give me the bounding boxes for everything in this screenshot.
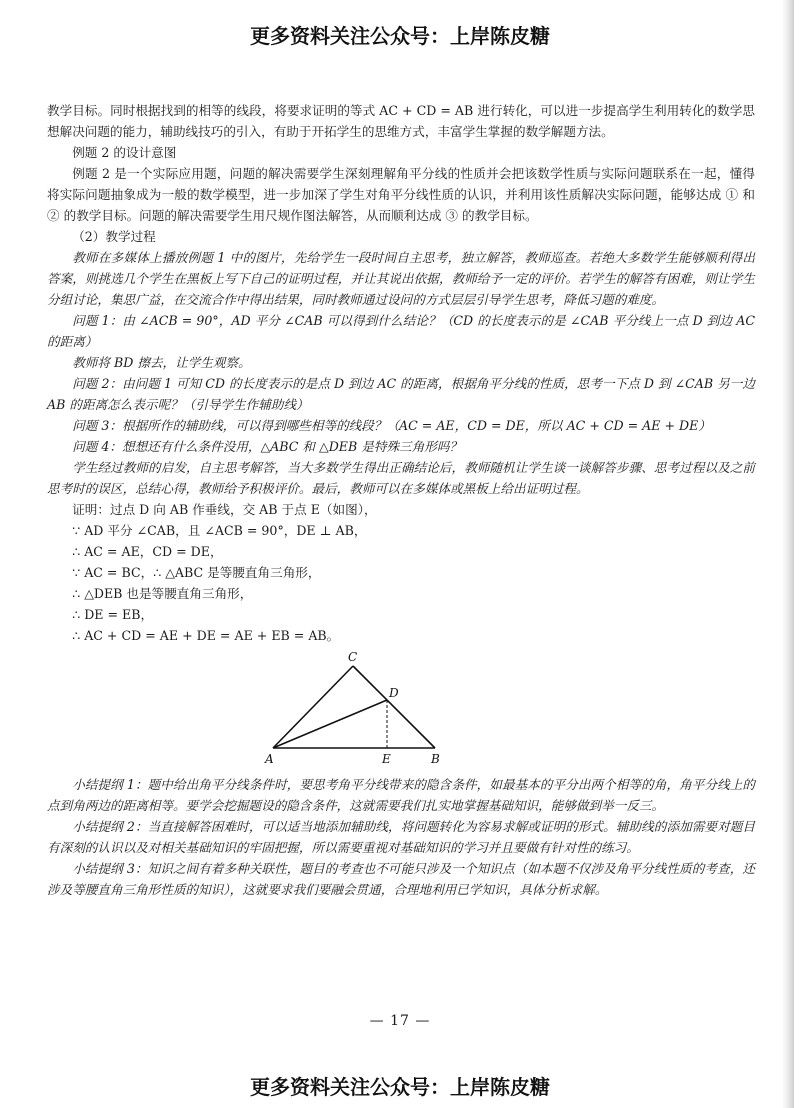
summary-1: 小结提纲 1：题中给出角平分线条件时，要思考角平分线带来的隐含条件，如最基本的平分出两个相等的角，角平分线上的点到角两边的距离相等。要学会挖掘题设的隐含条件，这就需要我们扎实地掌握基础知识，能够做到举一反三。 [47,777,755,813]
paragraph: 教师在多媒体上播放例题 1 中的图片，先给学生一段时间自主思考，独立解答，教师巡查。若绝大多数学生能够顺利得出答案，则挑选几个学生在黑板上写下自己的证明过程，并让其说出依据，教师给予一定的评价。若学生的解答有困难，则让学生分组讨论，集思广益，在交流合作中得出结果，同时教师通过设问的方式层层引导学生思考，降低习题的难度。 [47,250,755,307]
proof-line: ∴ AC = AE，CD = DE， [72,544,223,559]
side-cb [353,666,435,748]
footer-banner: 更多资料关注公众号：上岸陈皮糖 [250,1075,550,1099]
proof-line: ∴ AC + CD = AE + DE = AE + EB = AB。 [72,628,340,643]
page-number: — 17 — [369,1013,431,1029]
question-4: 问题 4：想想还有什么条件没用，△ABC 和 △DEB 是特殊三角形吗？ [72,439,463,454]
summary-2: 小结提纲 2：当直接解答困难时，可以适当地添加辅助线，将问题转化为容易求解或证明的形式。辅助线的添加需要对题目有深刻的认识以及对相关基础知识的牢固把握，所以需要重视对基础知识的学习并且要做有针对性的练习。 [47,819,755,855]
section-heading: 例题 2 的设计意图 [72,145,177,160]
question-3: 问题 3：根据所作的辅助线，可以得到哪些相等的线段？（AC = AE，CD = DE，所以 AC + CD = AE + DE） [72,418,711,433]
scan-page-edge [782,0,794,1108]
paragraph: 教师将 BD 擦去，让学生观察。 [72,355,251,370]
section-heading: （2）教学过程 [72,229,156,244]
document-body [47,100,755,900]
proof-line: ∵ AC = BC，∴ △ABC 是等腰直角三角形， [72,565,321,580]
proof-line: 证明：过点 D 向 AB 作垂线，交 AB 于点 E（如图）， [72,502,377,517]
proof-line: ∴ DE = EB， [72,607,154,622]
triangle-figure [47,650,755,768]
label-c: C [348,650,358,664]
paragraph: 例题 2 是一个实际应用题，问题的解决需要学生深刻理解角平分线的性质并会把该数学性质与实际问题联系在一起，懂得将实际问题抽象成为一般的数学模型，进一步加深了学生对角平分线性质的认识，并利用该性质解决实际问题，能够达成 ① 和 ② 的教学目标。问题的解决需要学生用尺规作图法解答，从而顺利达成 ③ 的教学目标。 [47,166,755,223]
summary-3: 小结提纲 3：知识之间有着多种关联性，题目的考查也不可能只涉及一个知识点（如本题不仅涉及角平分线性质的考查，还涉及等腰直角三角形性质的知识），这就要求我们要融会贯通，合理地利用已学知识，具体分析求解。 [47,861,755,897]
proof-line: ∵ AD 平分 ∠CAB，且 ∠ACB = 90°，DE ⊥ AB， [72,523,367,538]
label-a: A [265,752,274,766]
paragraph: 教学目标。同时根据找到的相等的线段，将要求证明的等式 AC + CD = AB 进行转化，可以进一步提高学生利用转化的数学思想解决问题的能力，辅助线技巧的引入，有助于开拓学生的思维方式，丰富学生掌握的数学解题方法。 [47,103,755,139]
label-e: E [382,752,391,766]
paragraph: 学生经过教师的启发，自主思考解答，当大多数学生得出正确结论后，教师随机让学生谈一谈解答步骤、思考过程以及之前思考时的误区，总结心得，教师给予积极评价。最后，教师可以在多媒体或黑板上给出证明过程。 [47,460,755,496]
proof-line: ∴ △DEB 也是等腰直角三角形， [72,586,253,601]
label-b: B [431,752,440,766]
triangle-diagram [257,650,497,768]
bisector-ad [273,700,387,748]
question-1: 问题 1：由 ∠ACB = 90°，AD 平分 ∠CAB 可以得到什么结论？（CD 的长度表示的是 ∠CAB 平分线上一点 D 到边 AC 的距离） [47,313,755,349]
question-2: 问题 2：由问题 1 可知 CD 的长度表示的是点 D 到边 AC 的距离，根据角平分线的性质，思考一下点 D 到 ∠CAB 另一边 AB 的距离怎么表示呢？（引导学生作辅助线） [47,376,755,412]
proof-block [47,499,755,646]
header-banner: 更多资料关注公众号：上岸陈皮糖 [250,24,550,48]
label-d: D [389,686,399,700]
side-ac [273,666,353,748]
